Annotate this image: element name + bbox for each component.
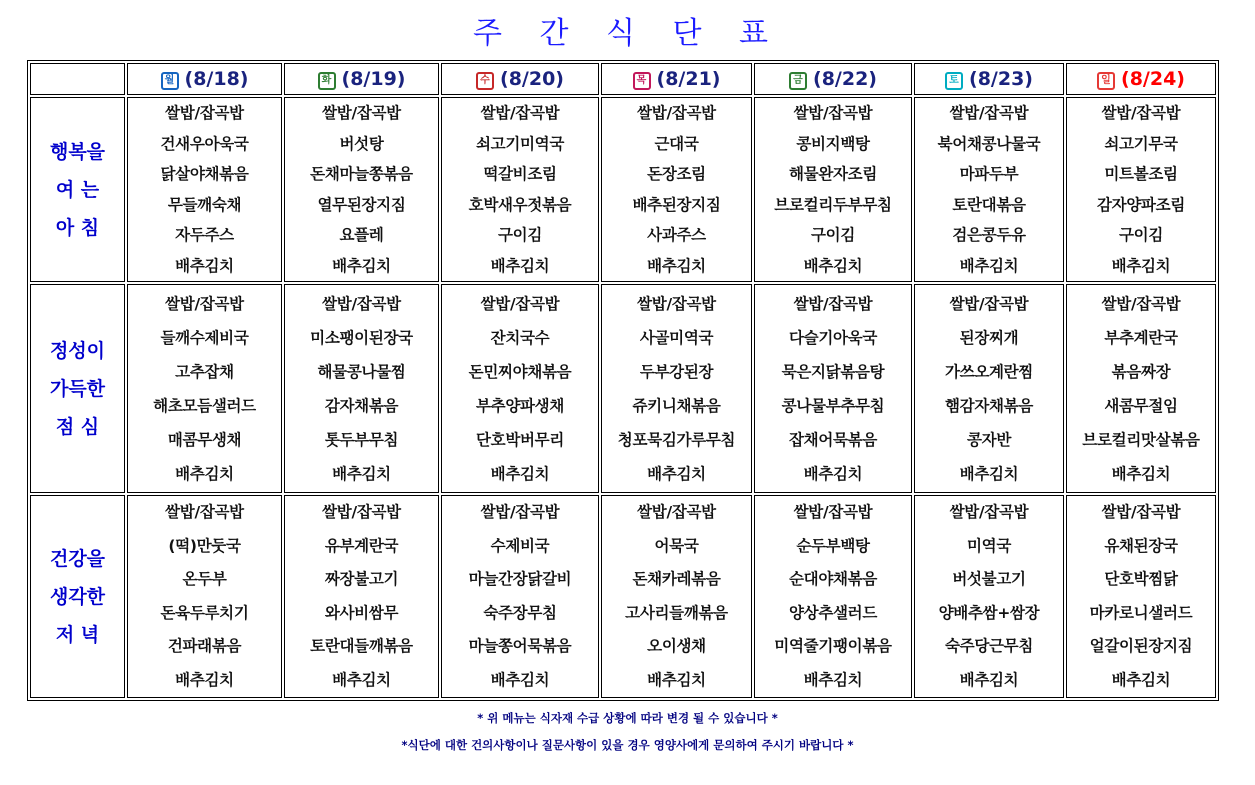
menu-list (442, 98, 598, 281)
menu-item: 근대국 (654, 134, 699, 153)
menu-item: 미역줄기팽이볶음 (774, 637, 892, 655)
meal-label-line: 저 녁 (55, 623, 100, 646)
menu-cell (441, 97, 599, 282)
menu-item: 들깨수제비국 (160, 328, 249, 347)
menu-cell (601, 97, 752, 282)
menu-item: 배추김치 (1111, 464, 1171, 483)
menu-item: 얼갈이된장지짐 (1089, 637, 1193, 655)
meal-row-lunch (30, 284, 1216, 493)
menu-item: 쌀밥/잡곡밥 (949, 104, 1029, 122)
menu-item: 배추김치 (332, 464, 391, 483)
menu-item: 마늘간장닭갈비 (468, 570, 572, 588)
day-header-1 (127, 63, 282, 95)
menu-item: 잡채어묵볶음 (788, 430, 878, 449)
menu-item: 매콤무생채 (167, 430, 242, 449)
menu-item: 쇠고기무국 (1104, 134, 1178, 153)
menu-cell (284, 284, 439, 493)
menu-item: 쌀밥/잡곡밥 (637, 503, 716, 521)
menu-item: 묵은지닭볶음탕 (781, 362, 885, 381)
menu-list (915, 287, 1063, 491)
menu-item: 쌀밥/잡곡밥 (637, 294, 716, 313)
corner-cell (30, 63, 125, 95)
day-badge-icon: 목 (633, 72, 651, 90)
menu-item: 배추김치 (332, 670, 391, 689)
meal-label-line: 여 는 (55, 178, 100, 201)
menu-cell (914, 284, 1064, 493)
menu-list (1067, 98, 1215, 281)
menu-item: 토란대들깨볶음 (310, 637, 413, 655)
menu-item: 배추김치 (175, 670, 234, 689)
meal-row-dinner (30, 495, 1216, 698)
menu-item: 무들깨숙채 (167, 195, 242, 214)
day-date-label: (8/24) (1121, 68, 1185, 90)
note-supply: * 위 메뉴는 식자재 수급 상황에 따라 변경 될 수 있습니다 * (477, 711, 778, 725)
day-header-5 (754, 63, 912, 95)
menu-item: 잔치국수 (490, 328, 550, 347)
menu-item: 브로컬리맛살볶음 (1082, 430, 1200, 449)
menu-item: 고사리들깨볶음 (625, 603, 728, 622)
menu-item: 햄감자채볶음 (944, 396, 1034, 415)
menu-cell (1066, 97, 1216, 282)
menu-item: 부추계란국 (1104, 328, 1178, 347)
menu-list (915, 496, 1063, 697)
menu-item: 사골미역국 (639, 328, 714, 347)
menu-item: 돈채마늘쫑볶음 (310, 165, 413, 183)
meal-label-cell (30, 284, 125, 493)
menu-item: 숙주장무침 (483, 603, 557, 622)
day-badge-icon: 일 (1097, 72, 1115, 90)
menu-item: 배추김치 (175, 464, 234, 483)
menu-item: 마늘쫑어묵볶음 (468, 637, 572, 655)
menu-item: 쌀밥/잡곡밥 (322, 294, 401, 313)
menu-item: 돈육두루치기 (160, 603, 249, 622)
menu-item: 콩비지백탕 (796, 134, 870, 153)
menu-list (755, 496, 911, 697)
menu-list (755, 98, 911, 281)
meal-label-line: 아 침 (55, 216, 100, 239)
menu-item: 자두주스 (175, 226, 234, 244)
menu-list (915, 98, 1063, 281)
menu-item: 두부강된장 (639, 362, 714, 381)
menu-item: 미역국 (966, 536, 1012, 555)
menu-item: 배추김치 (490, 256, 550, 275)
menu-item: 요플레 (339, 226, 384, 244)
menu-item: 쌀밥/잡곡밥 (480, 104, 560, 122)
menu-cell (754, 495, 912, 698)
menu-item: 쌀밥/잡곡밥 (480, 503, 560, 521)
menu-item: 사과주스 (647, 226, 706, 244)
menu-item: 배추김치 (959, 670, 1019, 689)
menu-item: 톳두부무침 (324, 430, 399, 449)
meal-label-line: 건강을 (49, 547, 106, 570)
menu-item: 단호박찜닭 (1104, 570, 1178, 588)
menu-item: 어묵국 (654, 536, 699, 555)
menu-item: 온두부 (182, 570, 227, 588)
menu-item: 브로컬리두부무침 (774, 195, 892, 214)
menu-item: 배추김치 (332, 256, 391, 275)
menu-item: 쌀밥/잡곡밥 (1101, 104, 1181, 122)
day-date-label: (8/20) (500, 68, 564, 90)
menu-list (442, 287, 598, 491)
menu-item: 콩자반 (966, 430, 1012, 449)
menu-item: 배추김치 (959, 464, 1019, 483)
menu-item: 오이생채 (647, 637, 706, 655)
menu-list (128, 287, 281, 491)
menu-item: 배추김치 (647, 670, 706, 689)
menu-cell (914, 97, 1064, 282)
menu-cell (127, 495, 282, 698)
menu-item: 콩나물부추무침 (781, 396, 885, 415)
menu-item: 건새우아욱국 (160, 134, 249, 153)
menu-item: 떡갈비조림 (483, 165, 557, 183)
menu-item: 다슬기아욱국 (788, 328, 878, 347)
menu-item: 짜장불고기 (324, 570, 399, 588)
menu-item: 해초모듬샐러드 (153, 396, 256, 415)
menu-list (442, 496, 598, 697)
menu-item: 배추김치 (490, 464, 550, 483)
menu-cell (284, 495, 439, 698)
meal-label-line: 점 심 (55, 415, 100, 438)
menu-item: 쌀밥/잡곡밥 (637, 104, 716, 122)
menu-item: 배추된장지짐 (632, 195, 721, 214)
menu-item: 순두부백탕 (796, 536, 870, 555)
meal-label-line: 정성이 (49, 339, 106, 362)
menu-cell (441, 495, 599, 698)
menu-item: 구이김 (1118, 226, 1164, 244)
menu-item: 배추김치 (647, 464, 706, 483)
menu-item: 쥬키니채볶음 (632, 396, 721, 415)
menu-item: 쌀밥/잡곡밥 (322, 104, 401, 122)
menu-cell (1066, 284, 1216, 493)
menu-list (602, 496, 751, 697)
menu-list (1067, 496, 1215, 697)
menu-item: 돈채카레볶음 (632, 570, 721, 588)
meal-label-line: 행복을 (49, 140, 106, 163)
meal-label-line: 가득한 (49, 377, 106, 400)
menu-item: 쌀밥/잡곡밥 (165, 294, 244, 313)
menu-item: 쌀밥/잡곡밥 (793, 294, 873, 313)
day-badge-icon: 월 (161, 72, 179, 90)
menu-list (285, 287, 438, 491)
menu-item: 가쓰오계란찜 (944, 362, 1034, 381)
menu-item: 구이김 (810, 226, 856, 244)
note-contact: *식단에 대한 건의사항이나 질문사항이 있을 경우 영양사에게 문의하여 주시기 바랍니다 * (401, 738, 854, 752)
menu-item: 버섯탕 (339, 134, 384, 153)
menu-list (1067, 287, 1215, 491)
meal-row-breakfast (30, 97, 1216, 282)
menu-item: 부추양파생채 (475, 396, 565, 415)
menu-item: 된장찌개 (959, 328, 1019, 347)
menu-item: 마카로니샐러드 (1089, 603, 1193, 622)
menu-item: 배추김치 (803, 670, 863, 689)
menu-item: 호박새우젓볶음 (468, 195, 572, 214)
menu-item: 유부계란국 (324, 536, 399, 555)
day-header-7 (1066, 63, 1216, 95)
menu-item: 볶음짜장 (1111, 362, 1171, 381)
day-badge-icon: 토 (945, 72, 963, 90)
menu-item: 건파래볶음 (167, 637, 242, 655)
menu-item: 닭살야채볶음 (160, 165, 249, 183)
menu-cell (601, 495, 752, 698)
meal-label-cell (30, 495, 125, 698)
menu-item: 배추김치 (803, 464, 863, 483)
menu-item: 쌀밥/잡곡밥 (1101, 503, 1181, 521)
menu-cell (601, 284, 752, 493)
menu-list (602, 287, 751, 491)
day-date-label: (8/23) (969, 68, 1033, 90)
menu-item: 쌀밥/잡곡밥 (165, 104, 244, 122)
meal-label-cell (30, 97, 125, 282)
menu-item: 고추잡채 (175, 362, 234, 381)
day-date-label: (8/19) (341, 68, 406, 90)
menu-item: 단호박버무리 (475, 430, 565, 449)
menu-cell (127, 284, 282, 493)
menu-item: 감자양파조림 (1096, 195, 1186, 214)
menu-item: 돈장조림 (647, 165, 706, 183)
meal-label-line: 생각한 (49, 585, 106, 608)
menu-cell (284, 97, 439, 282)
menu-item: 배추김치 (1111, 256, 1171, 275)
menu-item: 수제비국 (490, 536, 550, 555)
menu-item: 양상추샐러드 (788, 603, 878, 622)
menu-item: 쌀밥/잡곡밥 (1101, 294, 1181, 313)
day-badge-icon: 수 (476, 72, 494, 90)
day-date-label: (8/21) (656, 68, 721, 90)
menu-item: 돈민찌야채볶음 (468, 362, 572, 381)
weekly-menu-table (27, 60, 1219, 701)
day-date-label: (8/22) (813, 68, 877, 90)
menu-item: 쌀밥/잡곡밥 (480, 294, 560, 313)
menu-cell (754, 284, 912, 493)
menu-item: 배추김치 (959, 256, 1019, 275)
day-badge-icon: 금 (789, 72, 807, 90)
menu-item: 열무된장지짐 (317, 195, 406, 214)
menu-item: 배추김치 (803, 256, 863, 275)
menu-item: 청포묵김가루무침 (617, 430, 736, 449)
menu-item: 해물완자조림 (788, 165, 878, 183)
menu-list (755, 287, 911, 491)
menu-item: (떡)만둣국 (168, 536, 241, 555)
day-header-3 (441, 63, 599, 95)
menu-item: 미트볼조림 (1104, 165, 1178, 183)
menu-cell (127, 97, 282, 282)
day-badge-icon: 화 (318, 72, 336, 90)
menu-item: 쌀밥/잡곡밥 (949, 294, 1029, 313)
day-date-label: (8/18) (184, 68, 249, 90)
menu-item: 배추김치 (490, 670, 550, 689)
menu-item: 토란대볶음 (952, 195, 1026, 214)
menu-item: 숙주당근무침 (944, 637, 1034, 655)
menu-item: 쇠고기미역국 (475, 134, 565, 153)
menu-list (128, 496, 281, 697)
menu-cell (914, 495, 1064, 698)
menu-cell (1066, 495, 1216, 698)
menu-list (602, 98, 751, 281)
menu-item: 유채된장국 (1104, 536, 1178, 555)
menu-item: 새콤무절임 (1104, 396, 1178, 415)
header-row (30, 63, 1216, 95)
menu-item: 마파두부 (959, 165, 1019, 183)
menu-item: 배추김치 (647, 256, 706, 275)
day-header-4 (601, 63, 752, 95)
menu-item: 배추김치 (1111, 670, 1171, 689)
menu-list (285, 98, 438, 281)
menu-list (285, 496, 438, 697)
menu-cell (754, 97, 912, 282)
day-header-6 (914, 63, 1064, 95)
menu-item: 북어채콩나물국 (937, 134, 1041, 153)
menu-item: 쌀밥/잡곡밥 (322, 503, 401, 521)
menu-item: 해물콩나물찜 (317, 362, 406, 381)
day-header-2 (284, 63, 439, 95)
menu-item: 미소팽이된장국 (310, 328, 413, 347)
menu-item: 검은콩두유 (952, 226, 1026, 244)
menu-item: 와사비쌈무 (324, 603, 399, 622)
page-title: 주 간 식 단 표 (472, 16, 783, 51)
menu-item: 쌀밥/잡곡밥 (793, 503, 873, 521)
menu-item: 쌀밥/잡곡밥 (165, 503, 244, 521)
menu-item: 쌀밥/잡곡밥 (949, 503, 1029, 521)
menu-item: 감자채볶음 (324, 396, 399, 415)
menu-item: 쌀밥/잡곡밥 (793, 104, 873, 122)
menu-item: 양배추쌈+쌈장 (938, 603, 1040, 622)
menu-item: 순대야채볶음 (788, 570, 878, 588)
menu-list (128, 98, 281, 281)
menu-cell (441, 284, 599, 493)
menu-item: 버섯불고기 (952, 570, 1026, 588)
menu-item: 배추김치 (175, 256, 234, 275)
menu-item: 구이김 (497, 226, 543, 244)
